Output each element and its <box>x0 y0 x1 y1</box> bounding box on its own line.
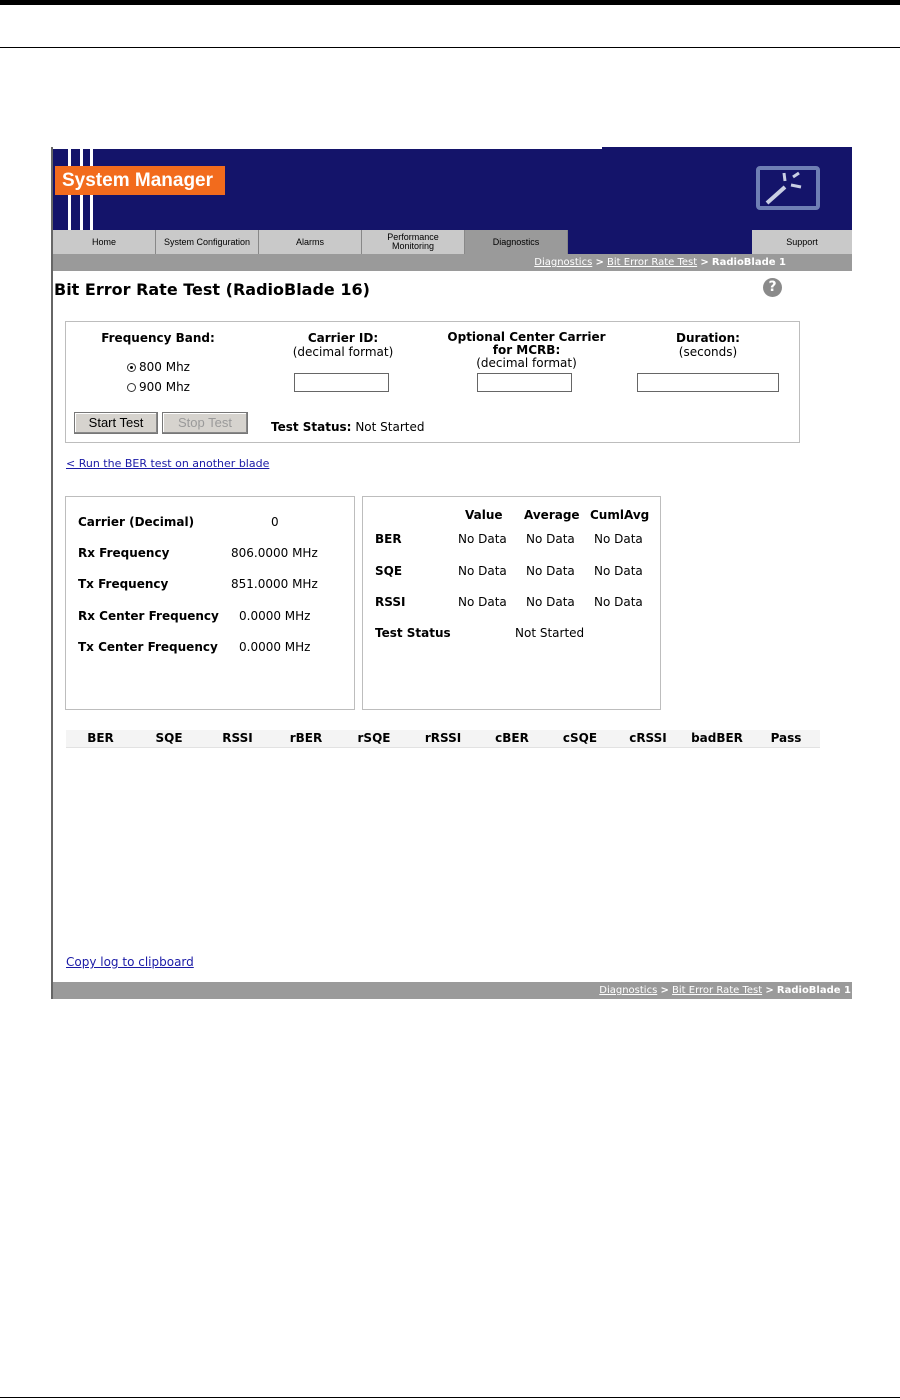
tx-center-frequency-value: 0.0000 MHz <box>239 640 311 654</box>
stats-cell: No Data <box>594 532 643 546</box>
log-column-header: RSSI <box>222 731 253 745</box>
page-top-rule <box>0 0 900 5</box>
tab-home[interactable]: Home <box>53 230 156 254</box>
main-nav <box>53 230 852 254</box>
stats-col-average: Average <box>524 508 580 522</box>
rx-frequency-label: Rx Frequency <box>78 546 170 560</box>
stats-cell: No Data <box>526 564 575 578</box>
stats-cell: No Data <box>526 532 575 546</box>
band-900-radio[interactable]: 900 Mhz <box>127 380 190 394</box>
frequency-band-label: Frequency Band: <box>101 331 215 345</box>
stats-row-label: RSSI <box>375 595 406 609</box>
start-test-button[interactable]: Start Test <box>74 412 158 434</box>
ber-log-table-header <box>66 730 820 748</box>
stats-cell: No Data <box>594 595 643 609</box>
log-column-header: SQE <box>155 731 183 745</box>
copy-log-link[interactable]: Copy log to clipboard <box>66 955 194 969</box>
banner-top-strip <box>53 147 602 149</box>
breadcrumb <box>53 254 852 271</box>
log-column-header: rRSSI <box>424 731 462 745</box>
log-column-header: cSQE <box>562 731 598 745</box>
log-column-header: Pass <box>770 731 802 745</box>
stats-col-cumlavg: CumlAvg <box>590 508 650 522</box>
carrier-info-panel <box>65 496 355 710</box>
stats-row-label: BER <box>375 532 402 546</box>
stats-cell: No Data <box>458 595 507 609</box>
rx-center-frequency-label: Rx Center Frequency <box>78 609 219 623</box>
center-carrier-input[interactable] <box>477 373 572 392</box>
stats-cell: No Data <box>458 532 507 546</box>
carrier-decimal-label: Carrier (Decimal) <box>78 515 195 529</box>
log-column-header: rBER <box>289 731 323 745</box>
breadcrumb-separator: > <box>595 257 604 268</box>
brand-logo-icon <box>755 165 821 211</box>
radio-selected-indicator <box>127 363 136 372</box>
log-column-header: BER <box>87 731 114 745</box>
stats-row-label: SQE <box>375 564 403 578</box>
tab-system-configuration[interactable]: System Configuration <box>156 230 259 254</box>
breadcrumb-current: RadioBlade 1 <box>711 257 786 268</box>
tab-alarms[interactable]: Alarms <box>259 230 362 254</box>
page-bottom-rule <box>0 1397 900 1398</box>
log-column-header: rSQE <box>357 731 391 745</box>
tab-support[interactable]: Support <box>752 230 852 254</box>
page-title: Bit Error Rate Test (RadioBlade 16) <box>54 280 370 299</box>
ber-settings-form <box>65 321 800 443</box>
stats-cell: No Data <box>594 564 643 578</box>
form-test-status: Test Status: Not Started <box>271 420 425 434</box>
duration-label: Duration: (seconds) <box>676 331 740 359</box>
ber-stats-panel <box>362 496 661 710</box>
breadcrumb-ber-link[interactable]: Bit Error Rate Test <box>607 257 698 268</box>
log-column-header: cRSSI <box>629 731 667 745</box>
stats-cell: No Data <box>526 595 575 609</box>
radio-indicator <box>127 383 136 392</box>
page-header-rule <box>0 47 900 48</box>
carrier-id-label: Carrier ID: (decimal format) <box>292 331 394 359</box>
help-icon[interactable]: ? <box>763 278 782 297</box>
stats-status-value: Not Started <box>515 626 585 640</box>
tx-center-frequency-label: Tx Center Frequency <box>78 640 218 654</box>
stats-status-label: Test Status <box>375 626 451 640</box>
breadcrumb-footer <box>53 982 852 999</box>
banner <box>53 147 852 230</box>
duration-input[interactable] <box>637 373 779 392</box>
band-800-radio[interactable]: 800 Mhz <box>127 360 190 374</box>
breadcrumb-diagnostics-link[interactable]: Diagnostics <box>534 257 593 268</box>
breadcrumb-ber-link[interactable]: Bit Error Rate Test <box>672 985 763 996</box>
stats-col-value: Value <box>465 508 503 522</box>
carrier-id-input[interactable] <box>294 373 389 392</box>
rx-frequency-value: 806.0000 MHz <box>231 546 318 560</box>
breadcrumb-current: RadioBlade 1 <box>776 985 851 996</box>
rx-center-frequency-value: 0.0000 MHz <box>239 609 311 623</box>
tab-diagnostics[interactable]: Diagnostics <box>465 230 568 254</box>
center-carrier-label: Optional Center Carrier for MCRB: (decimal format) <box>447 330 606 370</box>
tx-frequency-value: 851.0000 MHz <box>231 577 318 591</box>
breadcrumb-separator: > <box>765 985 774 996</box>
log-column-header: cBER <box>495 731 529 745</box>
breadcrumb-diagnostics-link[interactable]: Diagnostics <box>599 985 658 996</box>
stats-cell: No Data <box>458 564 507 578</box>
run-another-blade-link[interactable]: < Run the BER test on another blade <box>66 457 270 470</box>
stop-test-button[interactable]: Stop Test <box>162 412 248 434</box>
breadcrumb-separator: > <box>660 985 669 996</box>
carrier-decimal-value: 0 <box>271 515 279 529</box>
system-manager-window <box>51 147 852 999</box>
tab-performance-monitoring[interactable]: Performance Monitoring <box>362 230 465 254</box>
tx-frequency-label: Tx Frequency <box>78 577 169 591</box>
breadcrumb-separator: > <box>700 257 709 268</box>
log-column-header: badBER <box>691 731 743 745</box>
system-manager-logo: System Manager <box>55 166 225 195</box>
